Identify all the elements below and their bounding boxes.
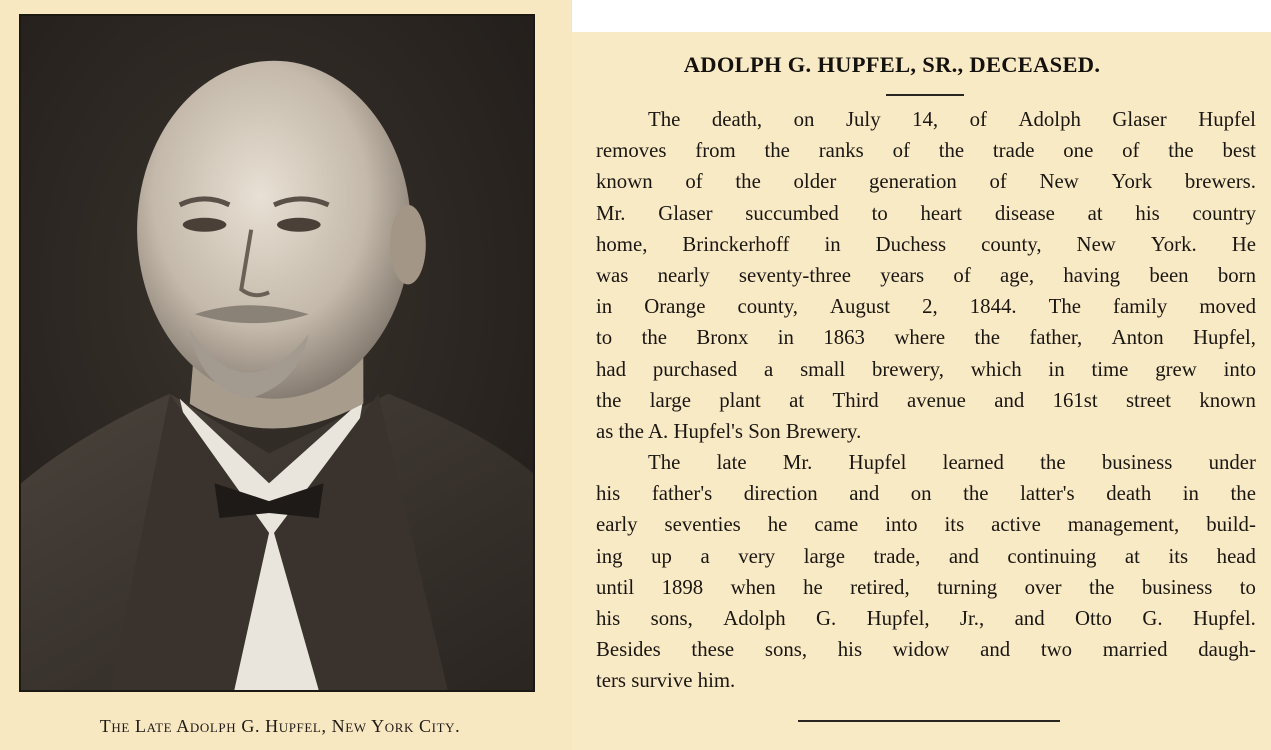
article-line: home, Brinckerhoff in Duchess county, New York. He [596,232,1256,256]
portrait-photo [19,14,535,692]
article-line: known of the older generation of New York brewers. [596,170,1256,194]
article-line: Mr. Glaser succumbed to heart disease at his country [596,201,1256,225]
article-line: his father's direction and on the latter's death in the [596,482,1256,506]
portrait-image [21,16,533,690]
article-body [596,104,1256,697]
article-line: Besides these sons, his widow and two married daugh- [596,638,1256,662]
article-line: early seventies he came into its active management, build- [596,513,1256,537]
headline-rule [886,94,964,96]
article-line: in Orange county, August 2, 1844. The family moved [596,295,1256,319]
article-line: as the A. Hupfel's Son Brewery. [596,419,862,443]
article-line: his sons, Adolph G. Hupfel, Jr., and Otto G. Hupfel. [596,607,1256,630]
portrait-caption: The Late Adolph G. Hupfel, New York City. [99,716,461,736]
article-headline: ADOLPH G. HUPFEL, SR., DECEASED. [683,52,1101,77]
article-line: the large plant at Third avenue and 161st street known [596,388,1256,412]
article-line: The late Mr. Hupfel learned the business under [648,451,1256,475]
article-line: ing up a very large trade, and continuing at its head [596,544,1256,568]
end-rule [798,720,1060,722]
article-line: ters survive him. [596,669,736,693]
article-line: was nearly seventy-three years of age, having been born [596,263,1256,287]
article-line: had purchased a small brewery, which in time grew into [596,357,1256,381]
article-line: The death, on July 14, of Adolph Glaser Hupfel [648,108,1256,131]
article-line: removes from the ranks of the trade one of the best [596,139,1256,163]
article-line: to the Bronx in 1863 where the father, Anton Hupfel, [596,326,1256,350]
article-line: until 1898 when he retired, turning over the business to [596,575,1256,599]
article-clipping [572,32,1271,750]
portrait-clipping [0,0,572,750]
